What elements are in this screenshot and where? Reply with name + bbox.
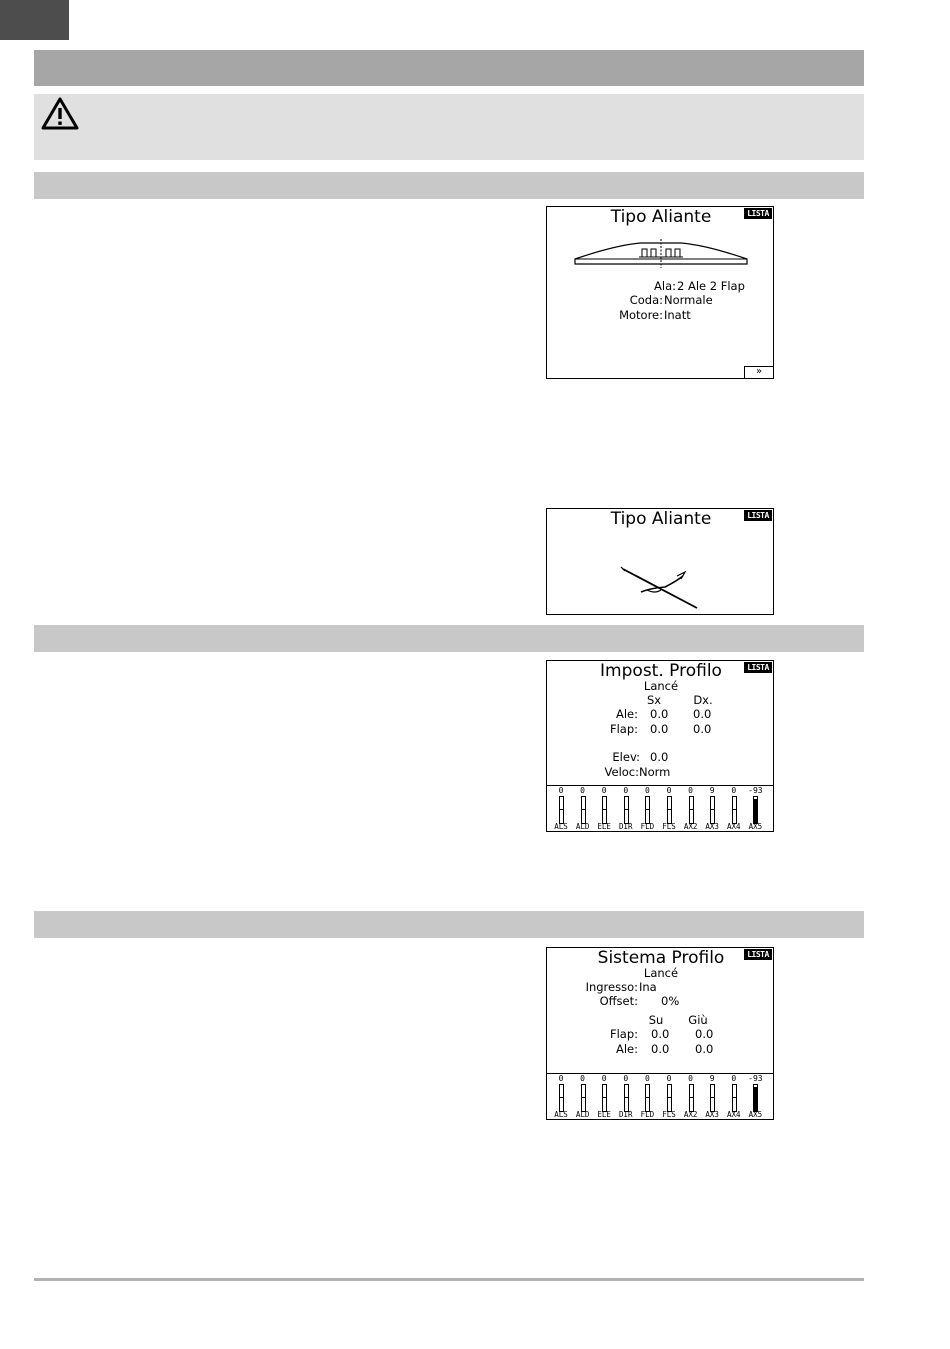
channel-bar xyxy=(602,1084,607,1112)
channel-value: 0 xyxy=(731,786,737,795)
next-page-button[interactable]: » xyxy=(744,366,773,378)
channel-bar-center xyxy=(624,809,629,810)
flight-mode-label: Lancé xyxy=(643,679,679,693)
channel-value: 0 xyxy=(558,1074,564,1083)
wing-label: Ala: xyxy=(654,279,676,293)
offset-label: Offset: xyxy=(599,994,638,1008)
warning-box xyxy=(34,94,864,160)
channel-value: 0 xyxy=(601,1074,607,1083)
channel-bar xyxy=(689,796,694,824)
channel-value: 0 xyxy=(558,786,564,795)
motor-label: Motore: xyxy=(619,308,663,322)
flight-mode-label: Lancé xyxy=(643,966,679,980)
section-bar-camber-system xyxy=(34,911,864,938)
warning-icon xyxy=(40,96,80,132)
channel-bar xyxy=(624,796,629,824)
flap-label: Flap: xyxy=(609,722,638,736)
channel-name: ALS xyxy=(554,822,568,831)
list-badge[interactable]: LISTA xyxy=(744,208,772,219)
flap-down-value[interactable]: 0.0 xyxy=(695,1027,714,1041)
channel-name: AX3 xyxy=(705,822,719,831)
channel-name: AX5 xyxy=(748,1110,763,1119)
channel-bar-center xyxy=(689,1097,694,1098)
channel-bar xyxy=(667,1084,672,1112)
screen-camber-system xyxy=(546,947,774,1120)
channel-bar xyxy=(753,796,758,824)
tail-label: Coda: xyxy=(629,293,663,307)
channel-bar xyxy=(581,796,586,824)
channel-bar-center xyxy=(732,1097,737,1098)
channel-value: 0 xyxy=(580,1074,585,1083)
channel-bar xyxy=(732,796,737,824)
screen-glider-type-wing xyxy=(546,206,774,379)
channel-bar-center xyxy=(602,809,607,810)
channel-value: 9 xyxy=(709,1074,715,1083)
channel-name: AX2 xyxy=(683,1110,698,1119)
channel-name: AX5 xyxy=(748,822,763,831)
channel-name: AX4 xyxy=(727,1110,741,1119)
elevator-label: Elev: xyxy=(612,750,640,764)
channel-bar xyxy=(667,796,672,824)
wing-value[interactable]: 2 Ale 2 Flap xyxy=(677,279,745,293)
page-corner-tab xyxy=(0,0,69,40)
channel-value: -93 xyxy=(748,786,763,795)
channel-name: AX3 xyxy=(705,1110,719,1119)
channel-bar xyxy=(732,1084,737,1112)
channel-name: AX4 xyxy=(727,822,741,831)
channel-name: ELE xyxy=(597,822,611,831)
channel-name: AX2 xyxy=(683,822,698,831)
channel-bar-center xyxy=(581,1097,586,1098)
channel-name: ALD xyxy=(575,1110,590,1119)
flap-right-value[interactable]: 0.0 xyxy=(693,722,712,736)
channel-name: FLD xyxy=(640,822,655,831)
channel-value: 0 xyxy=(688,1074,693,1083)
channel-name: FLS xyxy=(662,822,676,831)
screen-glider-type-plane xyxy=(546,508,774,615)
channel-bar-fill xyxy=(754,1087,757,1111)
channel-bar-center xyxy=(559,1097,564,1098)
screen-title: Tipo Aliante xyxy=(610,207,712,227)
channel-bar-center xyxy=(732,809,737,810)
aileron-down-value[interactable]: 0.0 xyxy=(695,1042,714,1056)
aileron-label: Ale: xyxy=(615,1042,638,1056)
section-bar-glider-type xyxy=(34,172,864,199)
flap-label: Flap: xyxy=(609,1027,638,1041)
flap-left-value[interactable]: 0.0 xyxy=(650,722,669,736)
screen-camber-preset xyxy=(546,660,774,832)
section-bar-camber-preset xyxy=(34,625,864,652)
channel-value: -93 xyxy=(748,1074,763,1083)
offset-value[interactable]: 0% xyxy=(661,994,680,1008)
wing-diagram-icon xyxy=(571,237,751,269)
channel-name: ALD xyxy=(575,822,590,831)
motor-value[interactable]: Inatt xyxy=(664,308,691,322)
channel-bar-center xyxy=(667,809,672,810)
list-badge[interactable]: LISTA xyxy=(744,949,772,960)
channel-value: 0 xyxy=(644,1074,650,1083)
aileron-right-value[interactable]: 0.0 xyxy=(693,707,712,721)
channel-value: 0 xyxy=(623,1074,629,1083)
section-header-bar xyxy=(34,50,864,86)
channel-bar xyxy=(645,796,650,824)
channel-bar xyxy=(710,1084,715,1112)
channel-bar xyxy=(710,796,715,824)
channel-bar-center xyxy=(689,809,694,810)
glider-icon xyxy=(617,564,707,612)
column-left-header: Sx xyxy=(646,693,662,707)
screen-title: Sistema Profilo xyxy=(597,948,725,968)
channel-value: 0 xyxy=(731,1074,737,1083)
tail-value[interactable]: Normale xyxy=(664,293,713,307)
channel-ax5 xyxy=(744,786,766,831)
channel-name: DIR xyxy=(619,822,633,831)
channel-name: DIR xyxy=(619,1110,633,1119)
channel-name: ALS xyxy=(554,1110,568,1119)
channel-value: 0 xyxy=(666,1074,672,1083)
channel-bar xyxy=(624,1084,629,1112)
channel-bar-center xyxy=(602,1097,607,1098)
elevator-value[interactable]: 0.0 xyxy=(650,750,669,764)
channel-ax5 xyxy=(744,1074,766,1119)
channel-bar xyxy=(753,1084,758,1112)
input-label: Ingresso: xyxy=(585,980,638,994)
speed-label: Veloc: xyxy=(604,765,639,779)
channel-value: 0 xyxy=(688,786,693,795)
speed-value[interactable]: Norm xyxy=(639,765,671,779)
channel-bar xyxy=(645,1084,650,1112)
channel-bar-center xyxy=(710,1097,715,1098)
channel-bar xyxy=(559,796,564,824)
channel-bar-center xyxy=(667,1097,672,1098)
aileron-label: Ale: xyxy=(615,707,638,721)
channel-value: 0 xyxy=(580,786,585,795)
column-down-header: Giù xyxy=(688,1013,708,1027)
input-value[interactable]: Ina xyxy=(639,980,657,994)
channel-bar-center xyxy=(559,809,564,810)
flap-up-value[interactable]: 0.0 xyxy=(651,1027,670,1041)
channel-monitor xyxy=(547,785,774,831)
channel-bar-center xyxy=(624,1097,629,1098)
list-badge[interactable]: LISTA xyxy=(744,662,772,673)
aileron-up-value[interactable]: 0.0 xyxy=(651,1042,670,1056)
channel-bar-center xyxy=(645,1097,650,1098)
screen-title: Impost. Profilo xyxy=(600,661,722,681)
screen-title: Tipo Aliante xyxy=(610,509,712,529)
channel-bar xyxy=(689,1084,694,1112)
channel-value: 0 xyxy=(601,786,607,795)
footer-rule xyxy=(34,1278,864,1281)
channel-value: 9 xyxy=(709,786,715,795)
aileron-left-value[interactable]: 0.0 xyxy=(650,707,669,721)
column-right-header: Dx. xyxy=(693,693,713,707)
channel-name: ELE xyxy=(597,1110,611,1119)
list-badge[interactable]: LISTA xyxy=(744,510,772,521)
channel-value: 0 xyxy=(666,786,672,795)
channel-value: 0 xyxy=(623,786,629,795)
channel-bar-center xyxy=(581,809,586,810)
channel-bar-fill xyxy=(754,799,757,823)
channel-bar-center xyxy=(645,809,650,810)
channel-bar xyxy=(559,1084,564,1112)
channel-name: FLS xyxy=(662,1110,676,1119)
channel-value: 0 xyxy=(644,786,650,795)
channel-bar-center xyxy=(710,809,715,810)
channel-monitor xyxy=(547,1073,774,1119)
channel-name: FLD xyxy=(640,1110,655,1119)
column-up-header: Su xyxy=(648,1013,664,1027)
channel-bar xyxy=(581,1084,586,1112)
channel-bar xyxy=(602,796,607,824)
